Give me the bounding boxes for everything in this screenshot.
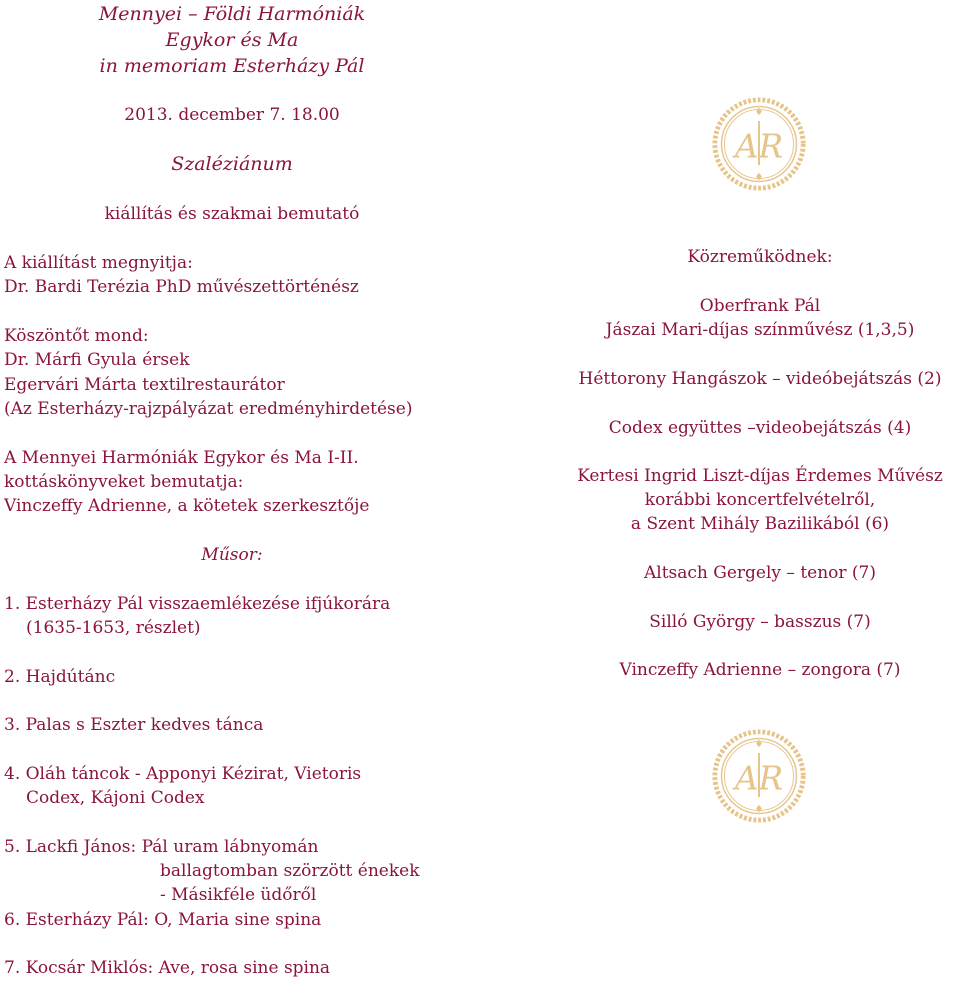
program-label: Műsor: [201, 545, 263, 565]
opening-label: A kiállítást megnyitja: [4, 253, 193, 273]
program-item-2: 2. Hajdútánc [4, 667, 116, 687]
seal-logo-top [711, 96, 807, 192]
performer-4-detail-2: a Szent Mihály Bazilikából (6) [630, 514, 890, 534]
event-venue: Szaléziánum [171, 153, 293, 175]
program-item-4: 4. Oláh táncok - Apponyi Kézirat, Vietoris [4, 764, 362, 784]
event-datetime: 2013. december 7. 18.00 [124, 105, 340, 125]
greeting-person-2: Egervári Márta textilrestaurátor [4, 375, 285, 395]
event-type: kiállítás és szakmai bemutató [104, 204, 360, 224]
performer-4-detail-1: korábbi koncertfelvételről, [644, 490, 876, 510]
program-item-5-detail-2: - Másikféle üdőről [160, 885, 317, 905]
program-item-1-detail: (1635-1653, részlet) [26, 618, 201, 638]
program-item-4-detail: Codex, Kájoni Codex [26, 788, 205, 808]
title-line-1: Mennyei – Földi Harmóniák [98, 3, 366, 25]
book-line-1: A Mennyei Harmóniák Egykor és Ma I-II. [4, 448, 359, 468]
opening-person: Dr. Bardi Terézia PhD művészettörténész [4, 277, 359, 297]
performer-1-detail: Jászai Mari-díjas színművész (1,3,5) [605, 320, 915, 340]
performer-1-name: Oberfrank Pál [699, 296, 821, 316]
title-line-3: in memoriam Esterházy Pál [99, 55, 365, 77]
performer-2: Héttorony Hangászok – videóbejátszás (2) [578, 369, 942, 389]
seal-logo-bottom [711, 728, 807, 824]
greeting-person-2-note: (Az Esterházy-rajzpályázat eredményhirdetése) [4, 399, 413, 419]
performer-3: Codex együttes –videobejátszás (4) [608, 418, 912, 438]
performers-label: Közreműködnek: [687, 247, 833, 267]
program-item-6: 6. Esterházy Pál: O, Maria sine spina [4, 910, 322, 930]
program-item-1: 1. Esterházy Pál visszaemlékezése ifjúkorára [4, 594, 391, 614]
program-item-5-detail-1: ballagtomban szörzött énekek [160, 861, 420, 881]
performer-5: Altsach Gergely – tenor (7) [643, 563, 877, 583]
performer-4-name: Kertesi Ingrid Liszt-díjas Érdemes Művész [577, 466, 943, 486]
program-item-3: 3. Palas s Eszter kedves tánca [4, 715, 264, 735]
svg-text:AR: AR [734, 127, 784, 166]
book-line-2: kottáskönyveket bemutatja: [4, 472, 244, 492]
performer-7: Vinczeffy Adrienne – zongora (7) [619, 660, 901, 680]
book-line-3: Vinczeffy Adrienne, a kötetek szerkesztője [4, 496, 370, 516]
program-item-7: 7. Kocsár Miklós: Ave, rosa sine spina [4, 958, 331, 978]
svg-text:AR: AR [734, 759, 784, 798]
greeting-person-1: Dr. Márfi Gyula érsek [4, 350, 190, 370]
program-item-5: 5. Lackfi János: Pál uram lábnyomán [4, 837, 319, 857]
performer-6: Silló György – basszus (7) [649, 612, 871, 632]
greeting-label: Köszöntőt mond: [4, 326, 149, 346]
title-line-2: Egykor és Ma [165, 29, 299, 51]
